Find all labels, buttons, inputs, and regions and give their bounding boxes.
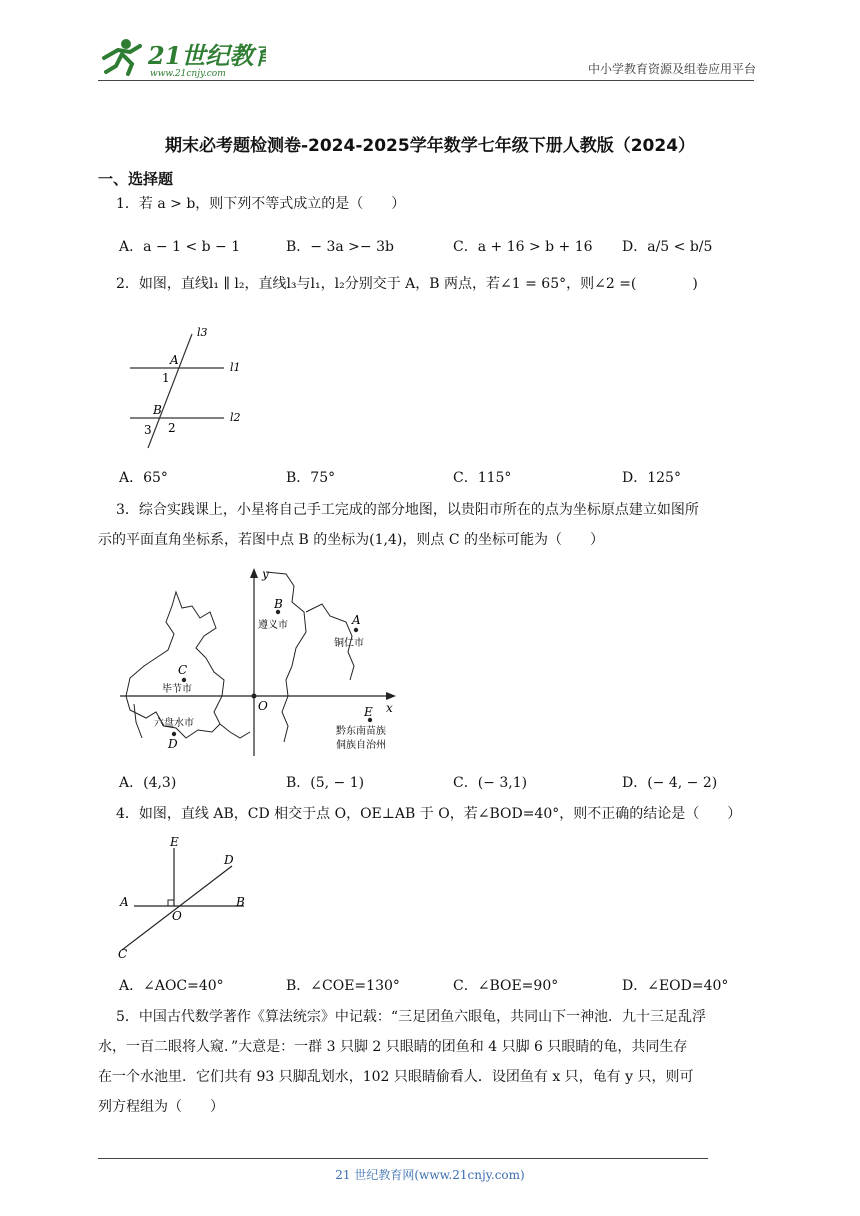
q3-map-figure: [116, 562, 406, 762]
q4-option-d: D．∠EOD=40°: [622, 978, 729, 994]
q1-option-c: C．a + 16 > b + 16: [453, 239, 593, 255]
site-logo: [96, 36, 266, 80]
q4-option-a: A．∠AOC=40°: [119, 978, 224, 994]
q2-option-c: C．115°: [453, 470, 512, 486]
platform-name: 中小学教育资源及组卷应用平台: [587, 62, 756, 76]
q2-stem: 2．如图，直线l₁ ∥ l₂，直线l₃与l₁，l₂分别交于 A，B 两点，若∠1 = 65°，则∠2 =( ): [116, 276, 698, 292]
q2-option-b: B．75°: [286, 470, 336, 486]
q3-option-c: C．(− 3,1): [453, 775, 528, 791]
fig2-label-2: 2: [168, 421, 176, 435]
q2-option-d: D．125°: [622, 470, 681, 486]
fig2-label-3: 3: [144, 423, 152, 437]
fig4-label-a: A: [120, 895, 129, 909]
q1-option-d: D．a/5 < b/5: [622, 239, 713, 255]
q3-option-a: A．(4,3): [119, 775, 177, 791]
fig2-label-b: B: [153, 403, 162, 417]
map-point-b: B: [274, 597, 283, 611]
map-point-d: D: [168, 737, 178, 751]
map-point-a: A: [352, 613, 361, 627]
map-point-c: C: [178, 663, 188, 677]
fig2-label-l1: l1: [230, 361, 241, 374]
q4-option-c: C．∠BOE=90°: [453, 978, 559, 994]
q4-option-b: B．∠COE=130°: [286, 978, 400, 994]
footer-divider: [98, 1158, 708, 1159]
q5-line2: 水，一百二眼将人窥．”大意是：一群 3 只脚 2 只眼睛的团鱼和 4 只脚 6 只眼睛的龟，共同生存: [98, 1039, 688, 1055]
q2-option-a: A．65°: [119, 470, 168, 486]
map-city-bijie: 毕节市: [162, 684, 192, 695]
footer-link[interactable]: 21 世纪教育网(www.21cnjy.com): [335, 1168, 525, 1182]
q1-stem: 1．若 a > b，则下列不等式成立的是（ ）: [116, 196, 406, 212]
fig4-label-o: O: [172, 909, 182, 923]
map-city-qiandongnan-2: 侗族自治州: [336, 740, 386, 751]
q1-option-b: B．− 3a >− 3b: [286, 239, 394, 255]
map-point-e: E: [364, 705, 373, 719]
q1-option-a: A．a − 1 < b − 1: [119, 239, 241, 255]
fig2-label-a: A: [170, 353, 179, 367]
page-title: 期末必考题检测卷-2024-2025学年数学七年级下册人教版（2024）: [164, 136, 696, 156]
q3-option-d: D．(− 4, − 2): [622, 775, 718, 791]
fig4-label-b: B: [236, 895, 245, 909]
q3-option-b: B．(5, − 1): [286, 775, 365, 791]
q3-stem-line2: 示的平面直角坐标系，若图中点 B 的坐标为(1,4)，则点 C 的坐标可能为（ ）: [98, 532, 604, 548]
q4-stem: 4．如图，直线 AB，CD 相交于点 O，OE⊥AB 于 O，若∠BOD=40°，则不正确的结论是（ ）: [116, 806, 742, 822]
logo-text: 21世纪教育: [148, 41, 266, 70]
map-axis-x: x: [386, 701, 393, 715]
fig2-label-l3: l3: [197, 326, 208, 339]
q4-figure: [114, 832, 264, 964]
map-origin: O: [258, 699, 268, 713]
map-city-tongren: 铜仁市: [334, 638, 364, 649]
fig4-label-d: D: [224, 853, 234, 867]
fig4-label-e: E: [170, 835, 179, 849]
q5-line1: 5．中国古代数学著作《算法统宗》中记载：“三足团鱼六眼龟，共同山下一神池．九十三足乱浮: [116, 1009, 707, 1025]
header-divider: [98, 80, 754, 81]
logo-url: www.21cnjy.com: [150, 69, 226, 79]
q2-figure: [120, 322, 250, 456]
runner-icon: [104, 39, 140, 74]
q5-line4: 列方程组为（ ）: [98, 1099, 224, 1115]
fig2-label-l2: l2: [230, 411, 241, 424]
map-axis-y: y: [262, 567, 269, 581]
q5-line3: 在一个水池里．它们共有 93 只脚乱划水，102 只眼睛偷看人．设团鱼有 x 只，龟有 y 只，则可: [98, 1069, 694, 1085]
map-city-qiandongnan-1: 黔东南苗族: [336, 726, 386, 737]
map-city-liupanshui: 六盘水市: [154, 718, 194, 729]
map-city-zunyi: 遵义市: [258, 620, 288, 631]
section-heading: 一、选择题: [98, 170, 174, 188]
fig4-label-c: C: [118, 947, 128, 960]
fig2-label-1: 1: [162, 371, 170, 385]
q3-stem-line1: 3．综合实践课上，小星将自己手工完成的部分地图，以贵阳市所在的点为坐标原点建立如图所: [116, 502, 699, 518]
